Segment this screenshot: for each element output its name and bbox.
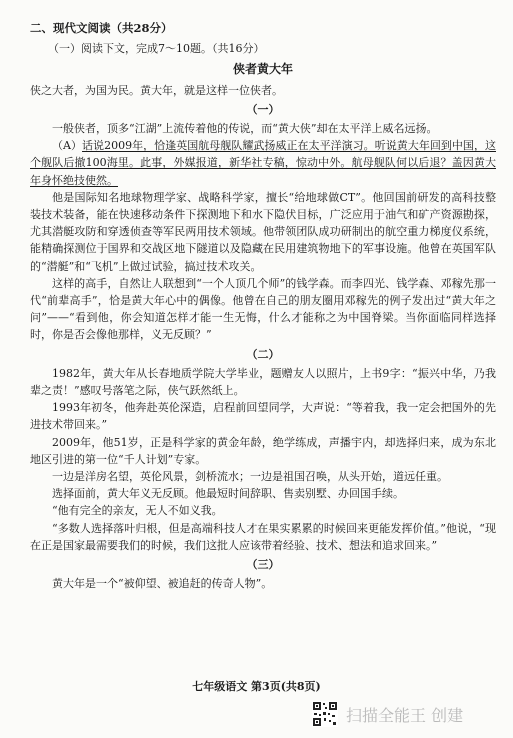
page-footer: 七年级语文 第3页(共8页) bbox=[192, 680, 321, 693]
underlined-passage: 话说2009年，恰逢英国航母舰队耀武扬威正在太平洋演习。听说黄大年回到中国，这个舰队后撤100海里。此事，外媒报道，新华社专稿，惊动中外。航母舰队何以后退？盖因黄大年身怀绝技使然。 bbox=[30, 139, 496, 187]
part-one-heading: （一） bbox=[246, 102, 280, 116]
watermark-text: 扫描全能王 创建 bbox=[346, 705, 464, 725]
part-two-heading: （二） bbox=[246, 347, 280, 361]
paragraph: 黄大年是一个“被仰望、被追赶的传奇人物”。 bbox=[52, 577, 273, 591]
scanner-watermark bbox=[312, 700, 463, 728]
qr-code-icon bbox=[312, 701, 338, 727]
paragraph: 他是国际知名地球物理学家、战略科学家，擅长“给地球做CT”。他回国前研发的高科技整装技术装备，能在快速移动条件下探测地下和水下隐伏目标，广泛应用于油气和矿产资源勘探，尤其潜艇攻防和穿透侦查等军民两用技术领域。他带领团队成功研制出的航空重力梯度仪系统，能精确探测位于国界和交战区地下隧道以及隐藏在民用建筑物地下的军事设施。他曾在英国军队的“潜艇”和“飞机”上做过试验，搞过技术攻关。 bbox=[30, 190, 496, 273]
part-three-heading: （三） bbox=[246, 558, 280, 572]
paragraph: 1982年，黄大年从长春地质学院大学毕业，题赠友人以照片，上书9字：“振兴中华，乃我辈之责！”感叹号落笔之际，侠气跃然纸上。 bbox=[30, 366, 496, 398]
paragraph: 选择面前，黄大年义无反顾。他最短时间辞职、售卖别墅、办回国手续。 bbox=[52, 487, 404, 501]
paragraph: “他有完全的亲友，无人不如义我。 bbox=[52, 504, 223, 518]
article-title: 侠者黄大年 bbox=[232, 62, 293, 77]
question-instruction: （一）阅读下文，完成7～10题。（共16分） bbox=[48, 42, 265, 56]
reading-section bbox=[30, 20, 496, 593]
paragraph: “多数人选择落叶归根，但是高端科技人才在果实累累的时候回来更能发挥价值。”他说，“现在正是国家最需要我们的时候，我们这批人应该带着经验、技术、想法和追求回来。” bbox=[30, 521, 496, 552]
section-heading: 二、现代文阅读（共28分） bbox=[30, 21, 173, 35]
paragraph: 2009年，他51岁，正是科学家的黄金年龄，绝学练成，声播宇内，却选择归来，成为东北地区引进的第一位“千人计划”专家。 bbox=[30, 435, 496, 466]
paragraph: 一般侠者，顶多“江湖”上流传着他的传说，而“黄大侠”却在太平洋上威名远扬。 bbox=[52, 122, 438, 136]
paragraph: 一边是洋房名望，英伦风景，剑桥流水；一边是祖国召唤，从头开始，道远任重。 bbox=[52, 470, 448, 484]
paragraph: 1993年初冬，他奔赴英伦深造，启程前回望同学，大声说：“等着我，我一定会把国外的先进技术带回来。” bbox=[30, 401, 496, 432]
paragraph: 这样的高手，自然让人联想到“一个人顶几个师”的钱学森。而李四光、钱学森、邓稼先那一代“前辈高手”，恰是黄大年心中的偶像。他曾在自己的朋友圈用邓稼先的例子发出过“黄大年之问”——“看到他，你会知道怎样才能一生无悔，什么才能称之为中国脊梁。当你面临同样选择时，你是否会像他那样，义无反顾？” bbox=[30, 276, 496, 342]
article-intro: 侠之大者，为国为民。黄大年，就是这样一位侠者。 bbox=[30, 83, 283, 97]
paragraph-a bbox=[30, 137, 496, 189]
paragraph-a-marker: （A） bbox=[52, 139, 83, 153]
